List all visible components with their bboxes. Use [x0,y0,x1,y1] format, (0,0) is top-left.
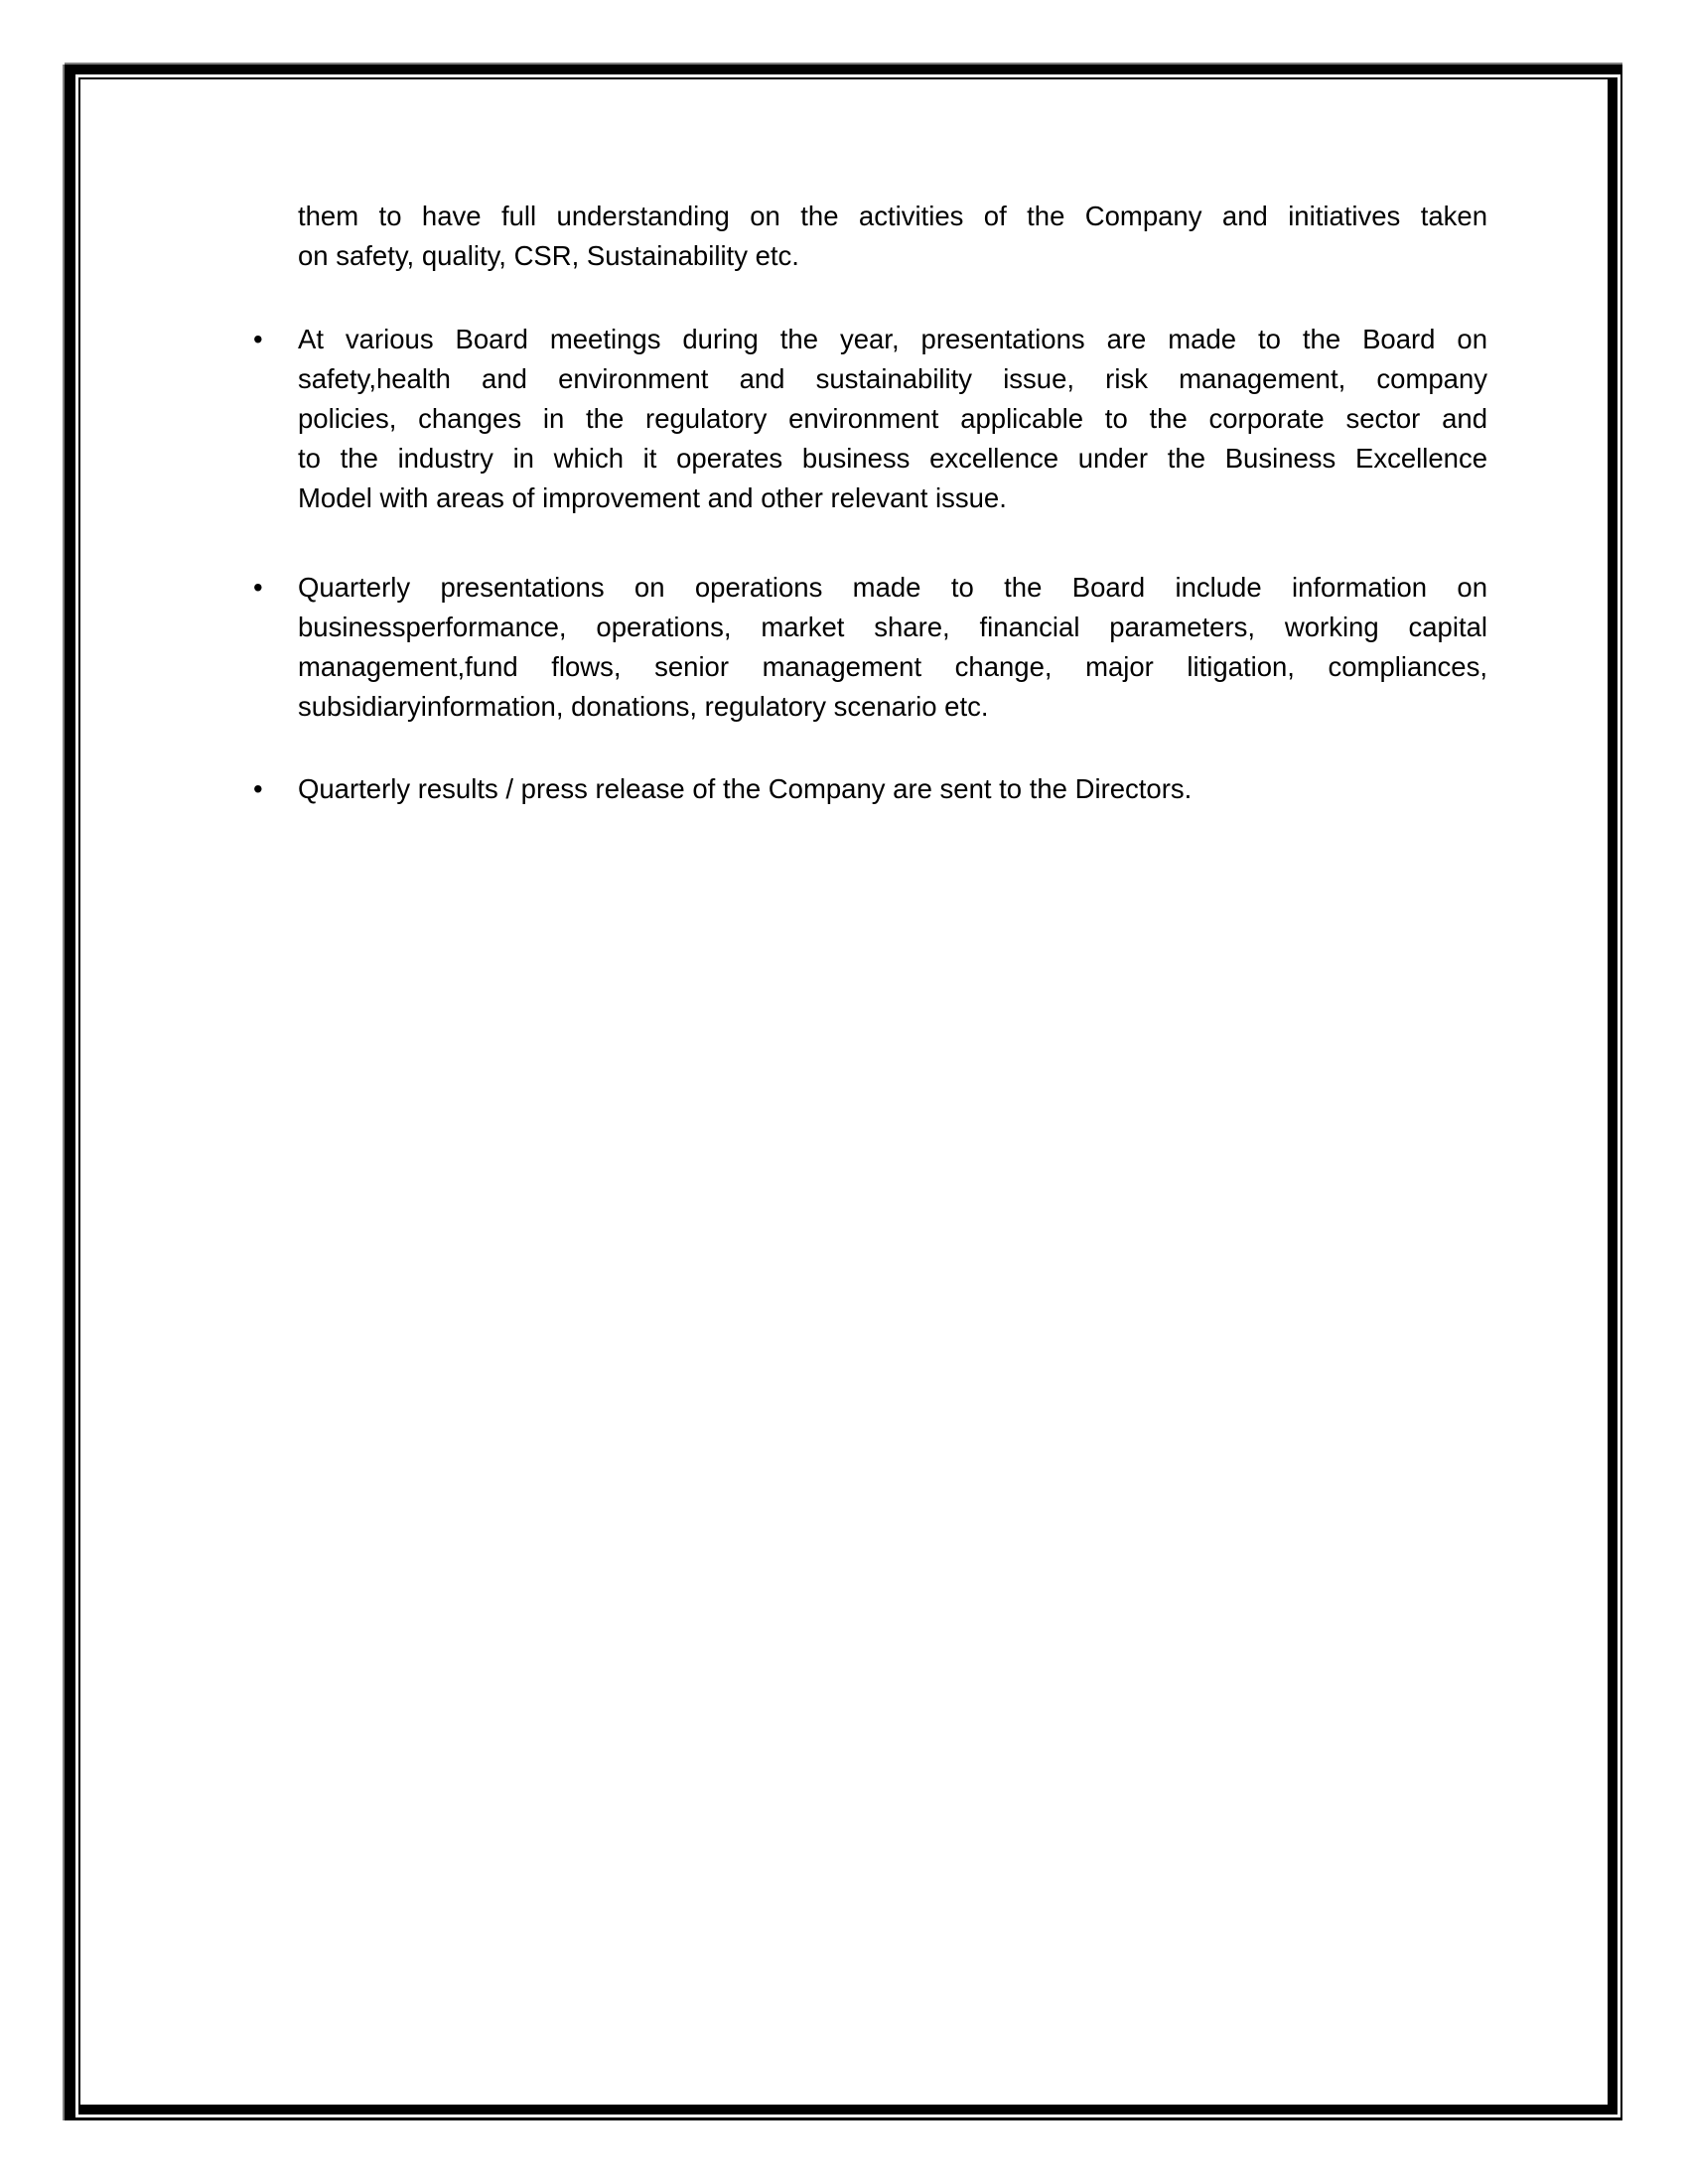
text-line: Quarterly presentations on operations made to the Board include information on [298,572,1487,603]
bullet-text [298,320,1487,518]
text-line: them to have full understanding on the activities of the Company and initiatives taken [298,201,1487,231]
continuation-paragraph [298,197,1487,276]
text-line: Model with areas of improvement and other relevant issue. [298,482,1007,513]
bullet-text [298,769,1487,809]
bullet-paragraph [253,320,1487,518]
text-line: safety,health and environment and sustainability issue, risk management, company [298,363,1487,394]
bullet-marker: • [253,773,263,804]
bullet-text [298,568,1487,727]
text-line: policies, changes in the regulatory environment applicable to the corporate sector and [298,403,1487,434]
bullet-marker: • [253,324,263,354]
text-line: management,fund flows, senior management change, major litigation, compliances, [298,651,1487,682]
text-line: businessperformance, operations, market share, financial parameters, working capital [298,612,1487,642]
text-line: At various Board meetings during the year, presentations are made to the Board on [298,324,1487,354]
text-line: subsidiaryinformation, donations, regulatory scenario etc. [298,691,989,722]
document-body [253,197,1487,809]
text-line: on safety, quality, CSR, Sustainability etc. [298,240,799,271]
bullet-paragraph [253,568,1487,727]
text-line: Quarterly results / press release of the Company are sent to the Directors. [298,773,1193,804]
bullet-paragraph [253,769,1487,809]
text-line: to the industry in which it operates business excellence under the Business Excellence [298,443,1487,474]
bullet-marker: • [253,572,263,603]
